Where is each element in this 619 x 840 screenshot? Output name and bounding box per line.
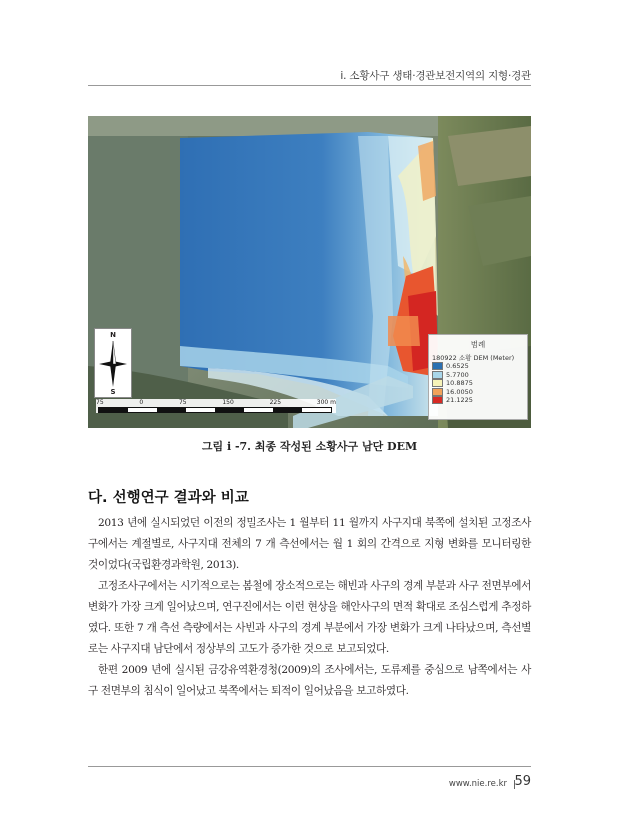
scale-label: 225 — [269, 399, 282, 406]
legend-swatch — [432, 379, 443, 387]
section-heading: 다. 선행연구 결과와 비교 — [88, 490, 249, 506]
scale-label: 150 — [222, 399, 234, 406]
body-paragraph: 한편 2009 년에 실시된 금강유역환경청(2009)의 조사에서는, 도류제를 중심으로 남쪽에서는 사구 전면부의 침식이 일어났고 북쪽에서는 퇴적이 일어났음을 보고하였다. — [88, 664, 531, 697]
header-divider — [88, 85, 531, 86]
legend-swatch — [432, 371, 443, 379]
figure-caption: 그림 i -7. 최종 작성된 소황사구 남단 DEM — [201, 440, 418, 453]
body-paragraph: 2013 년에 실시되었던 이전의 정밀조사는 1 월부터 11 월까지 사구지대 북쪽에 설치된 고정조사구에서는 계절별로, 사구지대 전체의 7 개 측선에서는 월 1 회의 간격으로 지형 변화를 모니터링한 것이었다(국립환경과학원, 2013). — [88, 517, 531, 571]
compass-north-label: N — [110, 331, 116, 339]
legend-label: 0.6525 — [446, 362, 469, 371]
legend-label: 10.8875 — [446, 379, 473, 388]
compass-south-label: S — [110, 388, 116, 396]
legend-item — [429, 371, 527, 380]
legend-swatch — [432, 362, 443, 370]
legend-item — [429, 396, 527, 405]
dem-figure — [88, 116, 531, 428]
page-number: 59 — [514, 774, 531, 789]
scale-label: 75 — [178, 399, 187, 406]
legend-swatch — [432, 388, 443, 396]
map-legend — [428, 334, 528, 420]
scale-bar — [96, 399, 336, 413]
legend-swatch — [432, 396, 443, 404]
scale-label: 75 — [96, 399, 104, 406]
footer-divider — [88, 766, 531, 767]
legend-label: 5.7700 — [446, 370, 469, 379]
scale-label: 300 m — [316, 399, 336, 406]
running-header: i. 소황사구 생태·경관보전지역의 지형·경관 — [340, 70, 531, 82]
legend-title: 범례 — [470, 340, 486, 349]
scale-label: 0 — [139, 399, 144, 406]
scale-labels — [96, 399, 336, 405]
legend-item — [429, 388, 527, 397]
legend-subtitle: 180922 소황 DEM (Meter) — [432, 354, 515, 362]
scale-bar-graphic — [98, 407, 332, 413]
legend-item — [429, 362, 527, 371]
body-paragraph: 고정조사구에서는 시기적으로는 봄철에 장소적으로는 해빈과 사구의 경계 부분과 사구 전면부에서 변화가 가장 크게 일어났으며, 연구진에서는 이런 현상을 해안사구의 면적 확대로 조심스럽게 추정하였다. 또한 7 개 측선 측량에서는 사빈과 사구의 경계 부분에서 가장 변화가 크게 나타났으며, 측선별로는 사구지대 남단에서 정상부의 고도가 증가한 것으로 보고되었다. — [88, 580, 531, 655]
legend-label: 21.1225 — [446, 396, 473, 405]
legend-item — [429, 379, 527, 388]
north-arrow — [94, 328, 132, 398]
compass-rose-icon — [95, 339, 131, 389]
footer-url: www.nie.re.kr — [448, 779, 507, 789]
legend-label: 16.0050 — [446, 387, 473, 396]
